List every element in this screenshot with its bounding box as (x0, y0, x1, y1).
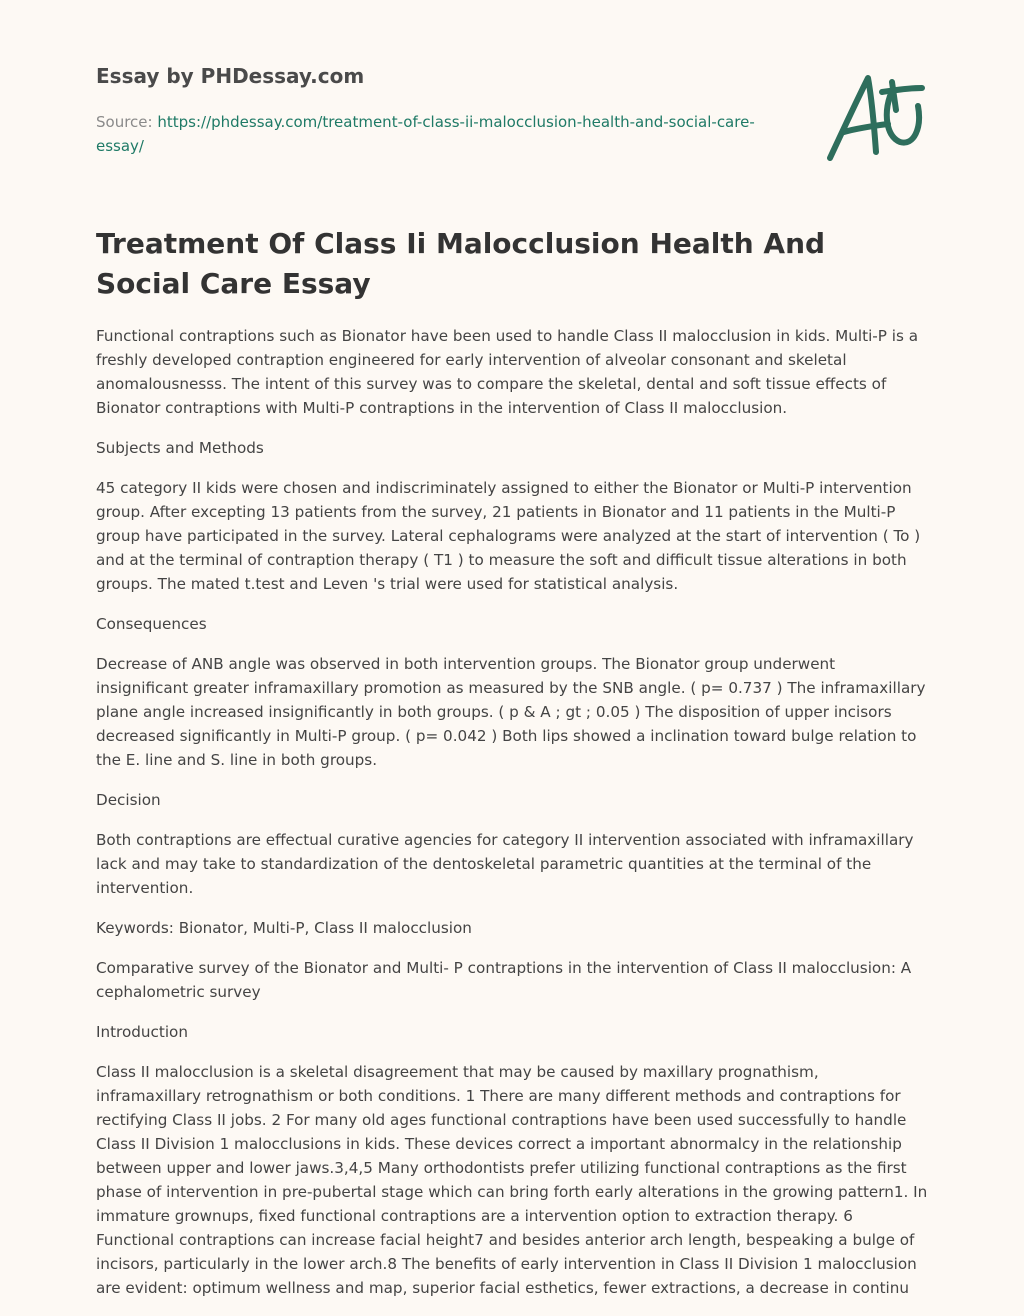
section-heading: Consequences (96, 615, 207, 633)
source-line (96, 110, 776, 158)
essay-title: Treatment Of Class Ii Malocclusion Health And Social Care Essay (96, 227, 826, 300)
site-header (96, 64, 796, 88)
paragraph: Both contraptions are effectual curative agencies for category II intervention associated with inframaxillary lack and may take to standardization of the dentoskeletal parametric quantities at the terminal of the intervention. (96, 831, 914, 897)
keywords-line: Keywords: Bionator, Multi-P, Class II malocclusion (96, 919, 472, 937)
essay-body (96, 324, 928, 1316)
section-heading: Introduction (96, 1023, 188, 1041)
source-link[interactable]: https://phdessay.com/treatment-of-class-ii-malocclusion-health-and-social-care-essay/ (96, 113, 755, 155)
a-plus-icon (822, 66, 932, 166)
section-heading: Subjects and Methods (96, 439, 264, 457)
paragraph: Decrease of ANB angle was observed in both intervention groups. The Bionator group underwent insignificant greater inframaxillary promotion as measured by the SNB angle. ( p= 0.737 ) The inframaxillary plane angle increased insignificantly in both groups. ( p & A ; gt ; 0.05 ) The disposition of upper incisors decreased significantly in Multi-P group. ( p= 0.042 ) Both lips showed a inclination toward bulge relation to the E. line and S. line in both groups. (96, 655, 926, 769)
paragraph: Comparative survey of the Bionator and Multi- P contraptions in the intervention of Class II malocclusion: A cephalometric survey (96, 959, 912, 1001)
site-brand: Essay by PHDessay.com (96, 64, 365, 88)
paragraph: 45 category II kids were chosen and indiscriminately assigned to either the Bionator or Multi-P intervention group. After excepting 13 patients from the survey, 21 patients in Bionator and 11 patients in the Multi-P group have participated in the survey. Lateral cephalograms were analyzed at the start of intervention ( To ) and at the terminal of contraption therapy ( T1 ) to measure the soft and difficult tissue alterations in both groups. The mated t.test and Leven 's trial were used for statistical analysis. (96, 479, 921, 593)
paragraph: Class II malocclusion is a skeletal disagreement that may be caused by maxillary prognathism, inframaxillary retrognathism or both conditions. 1 There are many different methods and contraptions for rectifying Class II jobs. 2 For many old ages functional contraptions have been used successfully to handle Class II Division 1 malocclusions in kids. These devices correct a important abnormalcy in the relationship between upper and lower jaws.3,4,5 Many orthodontists prefer utilizing functional contraptions as the first phase of intervention in pre-pubertal stage which can bring forth early alterations in the growing pattern1. In immature grownups, fixed functional contraptions are a intervention option to extraction therapy. 6 Functional contraptions can increase facial height7 and besides anterior arch length, bespeaking a bulge of incisors, particularly in the lower arch.8 The benefits of early intervention in Class II Division 1 malocclusion are evident: optimum wellness and map, superior facial esthetics, fewer extractions, a decrease in continu (96, 1063, 928, 1297)
section-heading: Decision (96, 791, 161, 809)
source-label: Source: (96, 113, 153, 131)
paragraph: Functional contraptions such as Bionator have been used to handle Class II malocclusion in kids. Multi-P is a freshly developed contraption engineered for early intervention of alveolar consonant and skeletal anomalousnesss. The intent of this survey was to compare the skeletal, dental and soft tissue effects of Bionator contraptions with Multi-P contraptions in the intervention of Class II malocclusion. (96, 327, 919, 417)
